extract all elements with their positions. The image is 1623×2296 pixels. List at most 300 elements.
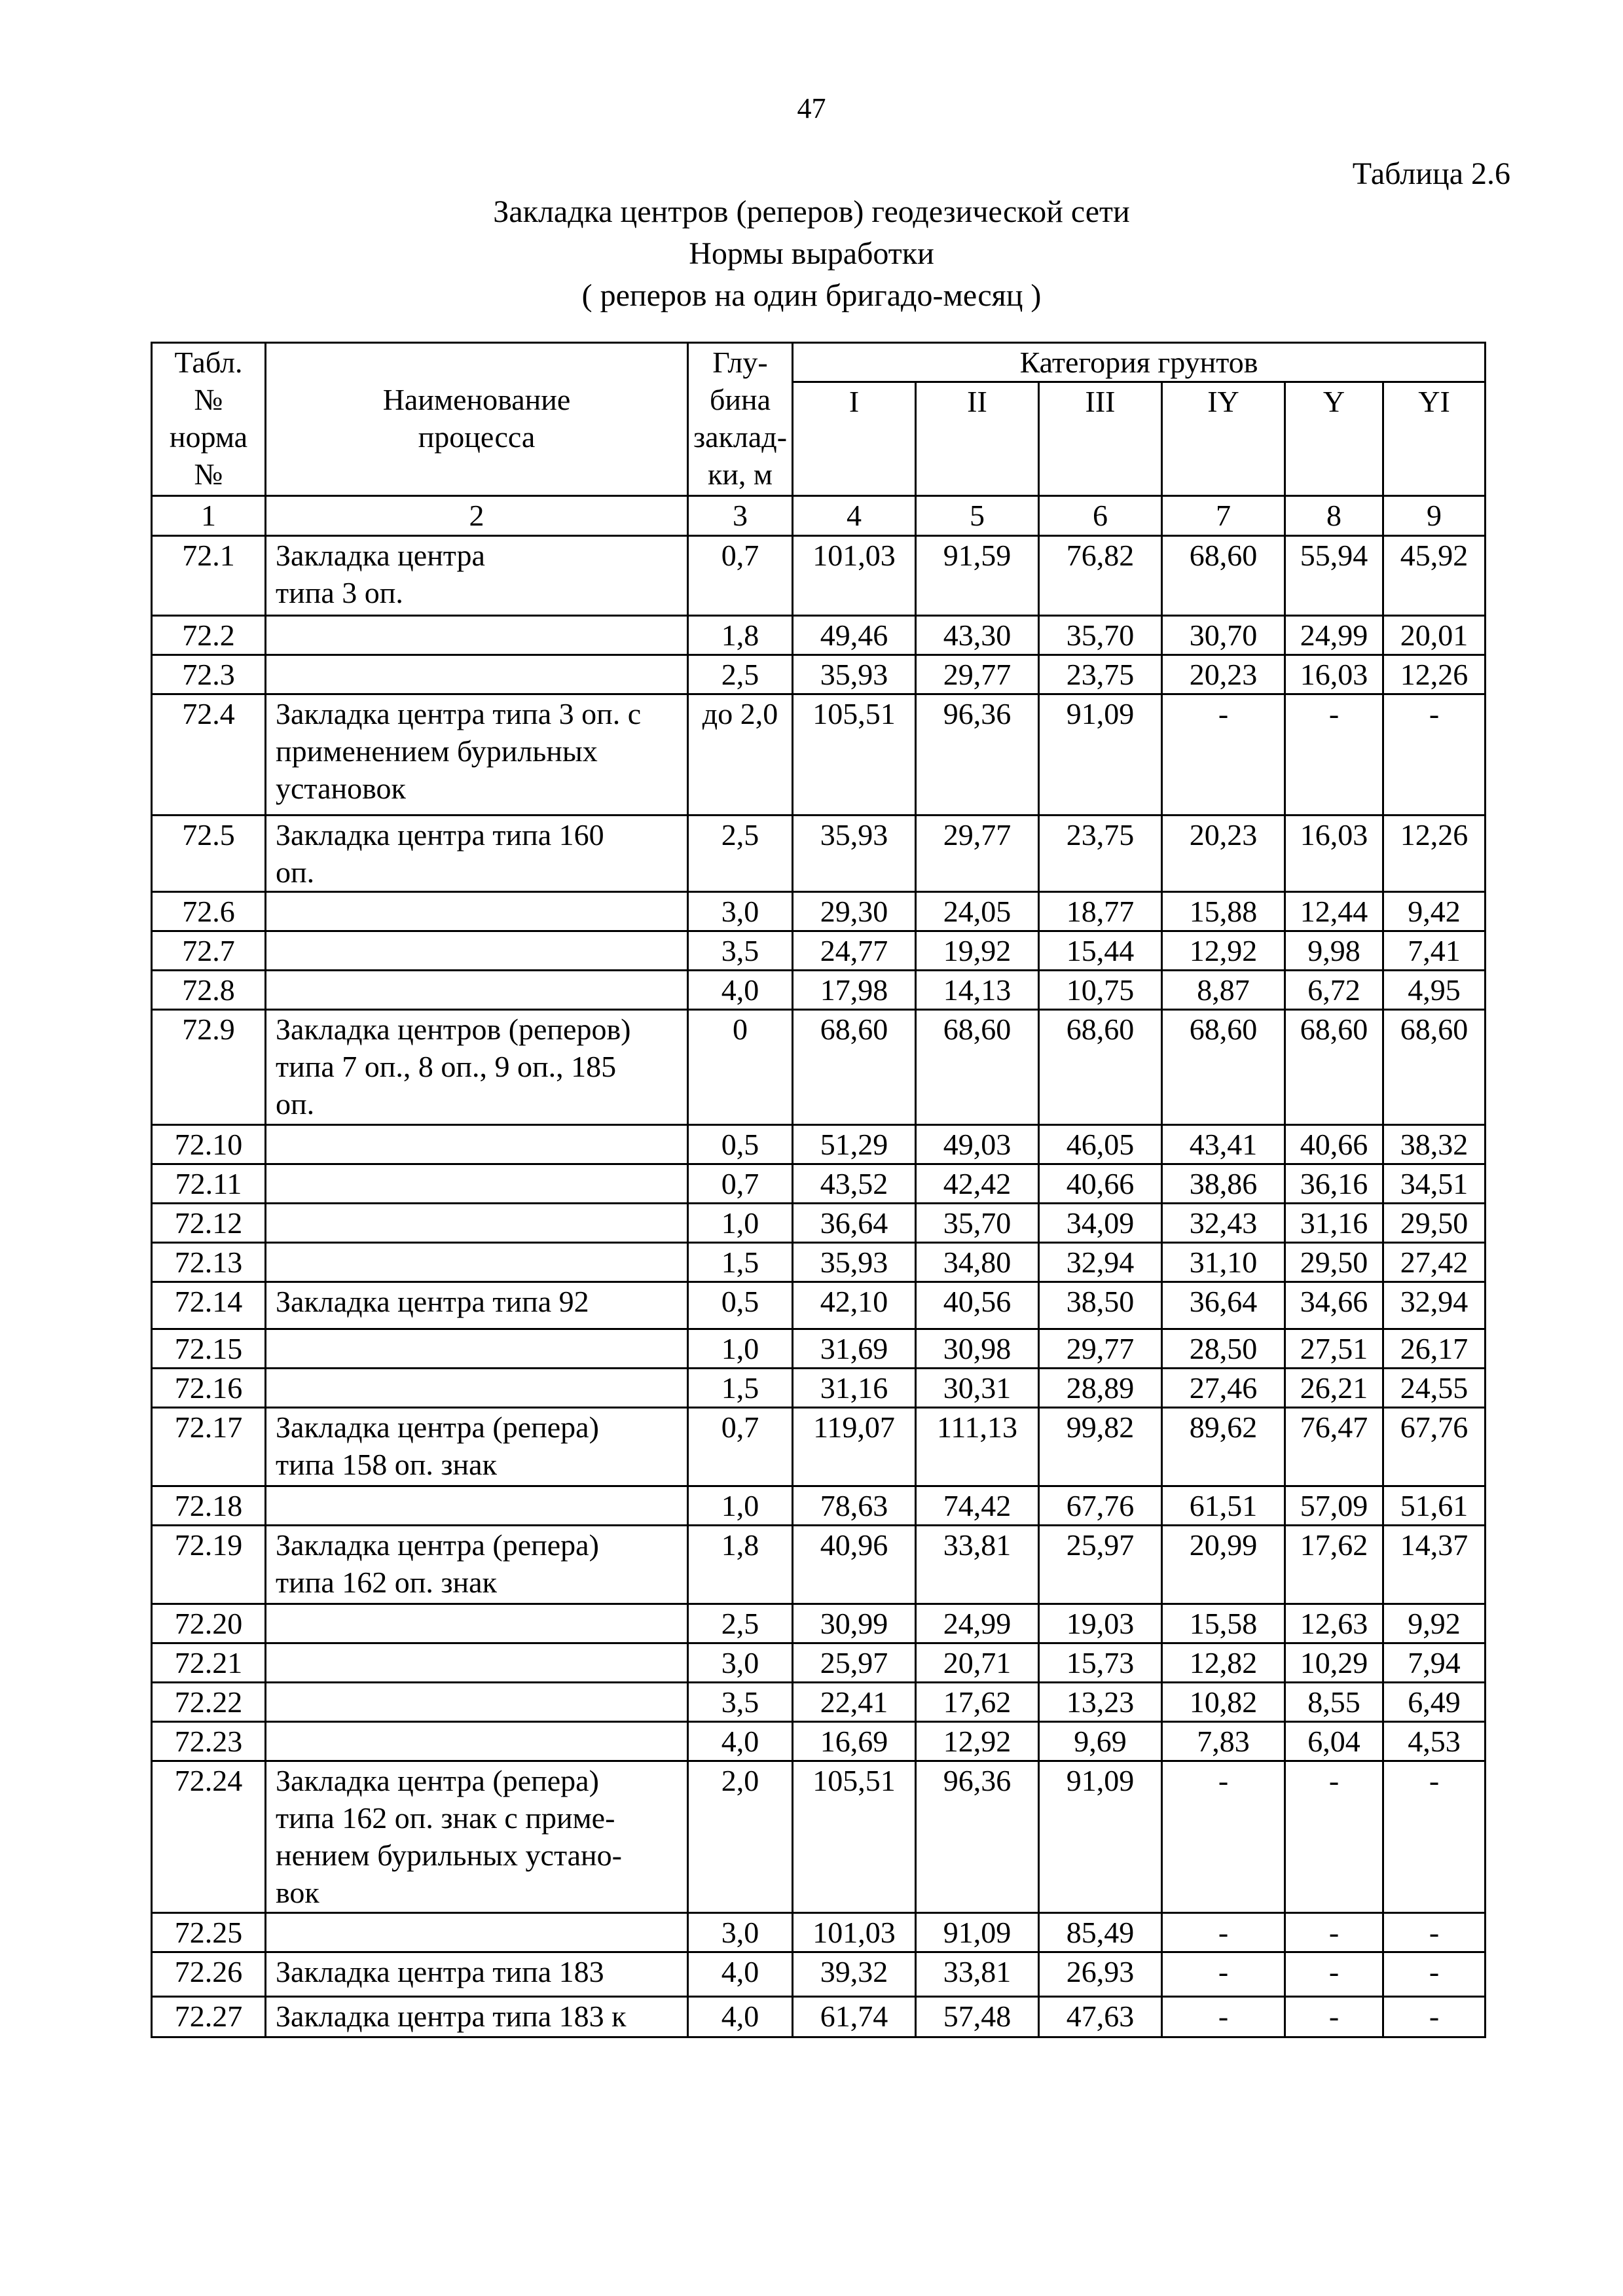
norm-number-cell: 72.10	[152, 1125, 266, 1164]
category-value-cell: 23,75	[1039, 816, 1162, 892]
process-name-cell	[266, 1761, 688, 1913]
norm-number-cell: 72.1	[152, 536, 266, 616]
category-value-cell: 26,17	[1383, 1329, 1486, 1369]
category-value-cell: 111,13	[916, 1408, 1039, 1486]
header-norm-line: Табл.	[174, 346, 243, 379]
column-number-cell: 1	[152, 496, 266, 536]
norm-number-cell: 72.20	[152, 1604, 266, 1643]
category-value-cell: 57,09	[1285, 1486, 1383, 1526]
depth-cell: 2,5	[688, 1604, 793, 1643]
category-value-cell: 10,29	[1285, 1643, 1383, 1683]
process-name-cell	[266, 816, 688, 892]
table-row	[152, 655, 1486, 694]
process-name-cell	[266, 694, 688, 816]
category-value-cell: 24,05	[916, 892, 1039, 931]
category-value-cell: 30,98	[916, 1329, 1039, 1369]
category-value-cell: 101,03	[793, 536, 916, 616]
category-value-cell: 35,93	[793, 655, 916, 694]
norm-number-cell: 72.15	[152, 1329, 266, 1369]
depth-cell: 0,5	[688, 1282, 793, 1329]
category-value-cell: 61,51	[1162, 1486, 1285, 1526]
table-row	[152, 971, 1486, 1010]
category-value-cell: 68,60	[1039, 1010, 1162, 1125]
category-cell: YI	[1383, 382, 1486, 496]
category-value-cell: 17,98	[793, 971, 916, 1010]
table-body	[152, 536, 1486, 2037]
process-name-line: Закладка центров (реперов)	[276, 1013, 631, 1046]
process-name-line: Закладка центра типа 3 оп. с	[276, 697, 642, 730]
process-name-line: типа 162 оп. знак с приме-	[276, 1801, 615, 1835]
category-value-cell: 7,94	[1383, 1643, 1486, 1683]
category-value-cell: 29,50	[1383, 1204, 1486, 1243]
category-value-cell: 51,29	[793, 1125, 916, 1164]
category-value-cell: 31,69	[793, 1329, 916, 1369]
table-title	[0, 191, 1623, 317]
category-value-cell: 12,82	[1162, 1643, 1285, 1683]
category-value-cell: 10,75	[1039, 971, 1162, 1010]
depth-cell: 0,7	[688, 536, 793, 616]
column-number-cell: 9	[1383, 496, 1486, 536]
process-name-cell	[266, 931, 688, 971]
category-value-cell: 29,30	[793, 892, 916, 931]
page-number: 47	[797, 92, 826, 124]
process-name-line: установок	[276, 772, 406, 805]
category-value-cell: 68,60	[1162, 1010, 1285, 1125]
table-row	[152, 536, 1486, 616]
process-name-cell	[266, 1997, 688, 2037]
category-value-cell: 4,95	[1383, 971, 1486, 1010]
depth-cell: 1,0	[688, 1486, 793, 1526]
category-value-cell: 23,75	[1039, 655, 1162, 694]
category-value-cell: 12,63	[1285, 1604, 1383, 1643]
category-value-cell: 16,69	[793, 1722, 916, 1761]
category-value-cell: 8,87	[1162, 971, 1285, 1010]
category-cell: Y	[1285, 382, 1383, 496]
category-value-cell: 30,99	[793, 1604, 916, 1643]
category-value-cell: 45,92	[1383, 536, 1486, 616]
depth-cell: 4,0	[688, 1952, 793, 1997]
norm-number-cell: 72.9	[152, 1010, 266, 1125]
category-value-cell: -	[1162, 1761, 1285, 1913]
process-name-line: Закладка центра типа 183	[276, 1955, 604, 1988]
process-name-line: Закладка центра типа 92	[276, 1285, 589, 1318]
category-value-cell: 68,60	[916, 1010, 1039, 1125]
column-number-cell: 6	[1039, 496, 1162, 536]
process-name-line: Закладка центра (репера)	[276, 1764, 599, 1797]
category-value-cell: -	[1285, 1997, 1383, 2037]
category-value-cell: 20,01	[1383, 616, 1486, 655]
process-name-cell	[266, 1164, 688, 1204]
title-line: ( реперов на один бригадо-месяц )	[581, 278, 1042, 313]
category-value-cell: 17,62	[916, 1683, 1039, 1722]
category-value-cell: -	[1383, 1952, 1486, 1997]
column-number-cell: 5	[916, 496, 1039, 536]
category-value-cell: 9,92	[1383, 1604, 1486, 1643]
category-value-cell: 91,09	[1039, 694, 1162, 816]
depth-cell: 3,0	[688, 1913, 793, 1952]
category-value-cell: 15,58	[1162, 1604, 1285, 1643]
category-value-cell: 20,99	[1162, 1526, 1285, 1604]
category-value-cell: 35,93	[793, 1243, 916, 1282]
category-value-cell: 29,50	[1285, 1243, 1383, 1282]
depth-cell: 3,5	[688, 1683, 793, 1722]
category-value-cell: 12,26	[1383, 655, 1486, 694]
norm-number-cell: 72.19	[152, 1526, 266, 1604]
norm-number-cell: 72.24	[152, 1761, 266, 1913]
process-name-line: типа 3 оп.	[276, 576, 403, 609]
category-value-cell: 28,89	[1039, 1369, 1162, 1408]
depth-cell: 2,5	[688, 655, 793, 694]
depth-cell: 1,5	[688, 1243, 793, 1282]
category-value-cell: 13,23	[1039, 1683, 1162, 1722]
category-value-cell: 31,10	[1162, 1243, 1285, 1282]
category-value-cell: 40,66	[1039, 1164, 1162, 1204]
category-value-cell: 27,42	[1383, 1243, 1486, 1282]
process-name-line: оп.	[276, 855, 315, 889]
category-value-cell: 40,56	[916, 1282, 1039, 1329]
table-row	[152, 1761, 1486, 1913]
category-value-cell: 36,16	[1285, 1164, 1383, 1204]
category-value-cell: 119,07	[793, 1408, 916, 1486]
depth-cell: 0,7	[688, 1164, 793, 1204]
process-name-line: типа 162 оп. знак	[276, 1566, 497, 1599]
depth-cell: 4,0	[688, 1997, 793, 2037]
category-value-cell: 42,42	[916, 1164, 1039, 1204]
category-value-cell: 68,60	[1383, 1010, 1486, 1125]
category-value-cell: 35,70	[1039, 616, 1162, 655]
process-name-cell	[266, 616, 688, 655]
process-name-line: Закладка центра (репера)	[276, 1410, 599, 1444]
process-name-cell	[266, 1604, 688, 1643]
depth-cell: 2,5	[688, 816, 793, 892]
category-value-cell: 18,77	[1039, 892, 1162, 931]
category-value-cell: 12,26	[1383, 816, 1486, 892]
category-value-cell: 36,64	[1162, 1282, 1285, 1329]
process-name-cell	[266, 655, 688, 694]
category-cell: I	[793, 382, 916, 496]
category-value-cell: 12,92	[916, 1722, 1039, 1761]
category-value-cell: 20,71	[916, 1643, 1039, 1683]
category-value-cell: 28,50	[1162, 1329, 1285, 1369]
header-depth-line: бина	[709, 383, 771, 416]
category-value-cell: 51,61	[1383, 1486, 1486, 1526]
category-value-cell: 10,82	[1162, 1683, 1285, 1722]
category-value-cell: -	[1383, 694, 1486, 816]
table-label: Таблица 2.6	[1352, 156, 1510, 191]
category-value-cell: 105,51	[793, 1761, 916, 1913]
category-value-cell: 89,62	[1162, 1408, 1285, 1486]
norm-number-cell: 72.18	[152, 1486, 266, 1526]
category-value-cell: 27,51	[1285, 1329, 1383, 1369]
table-row	[152, 1913, 1486, 1952]
process-name-line: оп.	[276, 1087, 315, 1121]
category-value-cell: 34,09	[1039, 1204, 1162, 1243]
category-value-cell: 25,97	[1039, 1526, 1162, 1604]
category-value-cell: 101,03	[793, 1913, 916, 1952]
category-value-cell: 29,77	[1039, 1329, 1162, 1369]
table-row	[152, 1683, 1486, 1722]
category-value-cell: 34,80	[916, 1243, 1039, 1282]
norm-number-cell: 72.23	[152, 1722, 266, 1761]
category-value-cell: -	[1162, 1913, 1285, 1952]
norm-number-cell: 72.8	[152, 971, 266, 1010]
category-value-cell: 67,76	[1383, 1408, 1486, 1486]
category-value-cell: 15,88	[1162, 892, 1285, 931]
depth-cell: 3,0	[688, 1643, 793, 1683]
category-value-cell: 68,60	[1162, 536, 1285, 616]
category-value-cell: 27,46	[1162, 1369, 1285, 1408]
process-name-cell	[266, 1486, 688, 1526]
category-value-cell: 33,81	[916, 1952, 1039, 1997]
process-name-cell	[266, 1526, 688, 1604]
category-value-cell: 4,53	[1383, 1722, 1486, 1761]
header-depth-line: заклад-	[693, 420, 788, 454]
category-value-cell: 22,41	[793, 1683, 916, 1722]
category-value-cell: -	[1162, 1952, 1285, 1997]
table-row	[152, 1010, 1486, 1125]
process-name-cell	[266, 1952, 688, 1997]
process-name-cell	[266, 1243, 688, 1282]
header-depth-line: ки, м	[707, 457, 773, 491]
table-row	[152, 1329, 1486, 1369]
category-value-cell: 68,60	[1285, 1010, 1383, 1125]
header-name-line: процесса	[418, 420, 536, 454]
depth-cell: 1,8	[688, 616, 793, 655]
header-depth-line: Глу-	[712, 346, 768, 379]
category-value-cell: 9,69	[1039, 1722, 1162, 1761]
header-norm-line: №	[194, 457, 223, 491]
depth-cell: 1,8	[688, 1526, 793, 1604]
category-value-cell: 31,16	[1285, 1204, 1383, 1243]
category-value-cell: 91,09	[1039, 1761, 1162, 1913]
title-line: Нормы выработки	[689, 236, 934, 271]
norm-number-cell: 72.4	[152, 694, 266, 816]
table-row	[152, 1997, 1486, 2037]
process-name-cell	[266, 536, 688, 616]
category-value-cell: 14,13	[916, 971, 1039, 1010]
process-name-cell	[266, 1204, 688, 1243]
category-value-cell: 91,59	[916, 536, 1039, 616]
category-value-cell: 61,74	[793, 1997, 916, 2037]
category-value-cell: 47,63	[1039, 1997, 1162, 2037]
category-value-cell: 76,82	[1039, 536, 1162, 616]
category-value-cell: 24,99	[1285, 616, 1383, 655]
category-value-cell: 105,51	[793, 694, 916, 816]
header-depth-cell	[688, 343, 793, 496]
category-value-cell: 32,94	[1039, 1243, 1162, 1282]
table-row	[152, 694, 1486, 816]
category-value-cell: 8,55	[1285, 1683, 1383, 1722]
depth-cell: 3,5	[688, 931, 793, 971]
norm-number-cell: 72.26	[152, 1952, 266, 1997]
category-value-cell: 31,16	[793, 1369, 916, 1408]
category-value-cell: 99,82	[1039, 1408, 1162, 1486]
category-value-cell: 33,81	[916, 1526, 1039, 1604]
norm-number-cell: 72.2	[152, 616, 266, 655]
category-value-cell: 6,49	[1383, 1683, 1486, 1722]
category-value-cell: 96,36	[916, 694, 1039, 816]
category-value-cell: -	[1383, 1997, 1486, 2037]
category-value-cell: 12,92	[1162, 931, 1285, 971]
norm-number-cell: 72.14	[152, 1282, 266, 1329]
norm-number-cell: 72.7	[152, 931, 266, 971]
category-value-cell: 96,36	[916, 1761, 1039, 1913]
header-norm-line: №	[194, 383, 223, 416]
category-value-cell: 38,32	[1383, 1125, 1486, 1164]
category-value-cell: 6,04	[1285, 1722, 1383, 1761]
depth-cell: 4,0	[688, 971, 793, 1010]
table-row	[152, 1486, 1486, 1526]
category-value-cell: 91,09	[916, 1913, 1039, 1952]
header-name-line: Наименование	[382, 383, 571, 416]
norm-number-cell: 72.3	[152, 655, 266, 694]
category-value-cell: 20,23	[1162, 816, 1285, 892]
process-name-cell	[266, 892, 688, 931]
title-line: Закладка центров (реперов) геодезической сети	[493, 194, 1130, 229]
process-name-cell	[266, 1913, 688, 1952]
process-name-cell	[266, 1643, 688, 1683]
category-value-cell: 16,03	[1285, 655, 1383, 694]
category-value-cell: 43,52	[793, 1164, 916, 1204]
category-value-cell: 55,94	[1285, 536, 1383, 616]
depth-cell: 1,5	[688, 1369, 793, 1408]
category-cell: II	[916, 382, 1039, 496]
category-value-cell: 26,93	[1039, 1952, 1162, 1997]
category-value-cell: 19,92	[916, 931, 1039, 971]
process-name-cell	[266, 1722, 688, 1761]
process-name-line: типа 158 оп. знак	[276, 1448, 497, 1481]
table-row	[152, 1243, 1486, 1282]
category-value-cell: 43,30	[916, 616, 1039, 655]
column-number-cell: 2	[266, 496, 688, 536]
category-value-cell: 24,99	[916, 1604, 1039, 1643]
category-value-cell: 19,03	[1039, 1604, 1162, 1643]
category-value-cell: 29,77	[916, 816, 1039, 892]
norms-table	[151, 342, 1486, 2038]
category-value-cell: 6,72	[1285, 971, 1383, 1010]
category-value-cell: 9,98	[1285, 931, 1383, 971]
table-row	[152, 1282, 1486, 1329]
category-value-cell: 40,66	[1285, 1125, 1383, 1164]
norm-number-cell: 72.16	[152, 1369, 266, 1408]
category-value-cell: 25,97	[793, 1643, 916, 1683]
category-value-cell: 57,48	[916, 1997, 1039, 2037]
table-row	[152, 1604, 1486, 1643]
column-number-cell: 3	[688, 496, 793, 536]
norm-number-cell: 72.13	[152, 1243, 266, 1282]
category-value-cell: 35,70	[916, 1204, 1039, 1243]
process-name-cell	[266, 1010, 688, 1125]
category-value-cell: 34,66	[1285, 1282, 1383, 1329]
category-value-cell: 42,10	[793, 1282, 916, 1329]
category-cell: IY	[1162, 382, 1285, 496]
table-row	[152, 816, 1486, 892]
header-norm-cell	[152, 343, 266, 496]
process-name-line: Закладка центра (репера)	[276, 1528, 599, 1562]
category-value-cell: 16,03	[1285, 816, 1383, 892]
category-value-cell: 35,93	[793, 816, 916, 892]
category-value-cell: 24,55	[1383, 1369, 1486, 1408]
category-value-cell: 26,21	[1285, 1369, 1383, 1408]
table-row	[152, 931, 1486, 971]
category-value-cell: 67,76	[1039, 1486, 1162, 1526]
category-value-cell: 78,63	[793, 1486, 916, 1526]
category-value-cell: -	[1285, 1761, 1383, 1913]
category-value-cell: 15,73	[1039, 1643, 1162, 1683]
table-row	[152, 616, 1486, 655]
category-value-cell: 15,44	[1039, 931, 1162, 971]
norm-number-cell: 72.21	[152, 1643, 266, 1683]
category-value-cell: 12,44	[1285, 892, 1383, 931]
process-name-cell	[266, 1408, 688, 1486]
category-value-cell: 7,83	[1162, 1722, 1285, 1761]
norm-number-cell: 72.17	[152, 1408, 266, 1486]
table-row	[152, 1952, 1486, 1997]
header-name-cell	[266, 343, 688, 496]
column-number-cell: 8	[1285, 496, 1383, 536]
table-row	[152, 892, 1486, 931]
header-category-cell: Категория грунтов	[793, 343, 1486, 382]
depth-cell: 4,0	[688, 1722, 793, 1761]
category-value-cell: -	[1285, 1952, 1383, 1997]
category-value-cell: 38,86	[1162, 1164, 1285, 1204]
process-name-line: Закладка центра типа 160	[276, 818, 604, 852]
category-value-cell: 85,49	[1039, 1913, 1162, 1952]
process-name-cell	[266, 971, 688, 1010]
process-name-line: типа 7 оп., 8 оп., 9 оп., 185	[276, 1050, 617, 1083]
process-name-cell	[266, 1282, 688, 1329]
category-value-cell: 76,47	[1285, 1408, 1383, 1486]
depth-cell: до 2,0	[688, 694, 793, 816]
table-row	[152, 1722, 1486, 1761]
category-value-cell: 29,77	[916, 655, 1039, 694]
process-name-line: нением бурильных устано-	[276, 1839, 622, 1872]
category-value-cell: 38,50	[1039, 1282, 1162, 1329]
process-name-cell	[266, 1683, 688, 1722]
category-value-cell: -	[1383, 1913, 1486, 1952]
category-value-cell: 30,70	[1162, 616, 1285, 655]
depth-cell: 0,7	[688, 1408, 793, 1486]
category-value-cell: 40,96	[793, 1526, 916, 1604]
category-value-cell: 14,37	[1383, 1526, 1486, 1604]
category-value-cell: 36,64	[793, 1204, 916, 1243]
norm-number-cell: 72.5	[152, 816, 266, 892]
category-value-cell: 43,41	[1162, 1125, 1285, 1164]
column-number-row	[152, 496, 1486, 536]
table-row	[152, 1204, 1486, 1243]
category-value-cell: 24,77	[793, 931, 916, 971]
category-value-cell: 68,60	[793, 1010, 916, 1125]
category-value-cell: -	[1285, 694, 1383, 816]
header-row	[152, 343, 1486, 382]
norm-number-cell: 72.11	[152, 1164, 266, 1204]
category-value-cell: 46,05	[1039, 1125, 1162, 1164]
depth-cell: 2,0	[688, 1761, 793, 1913]
category-value-cell: -	[1162, 694, 1285, 816]
table-row	[152, 1369, 1486, 1408]
process-name-cell	[266, 1329, 688, 1369]
category-value-cell: -	[1383, 1761, 1486, 1913]
table-row	[152, 1125, 1486, 1164]
category-value-cell: 30,31	[916, 1369, 1039, 1408]
category-value-cell: -	[1162, 1997, 1285, 2037]
norm-number-cell: 72.6	[152, 892, 266, 931]
norm-number-cell: 72.22	[152, 1683, 266, 1722]
process-name-line: Закладка центра	[276, 539, 485, 572]
category-value-cell: 49,03	[916, 1125, 1039, 1164]
table-row	[152, 1643, 1486, 1683]
depth-cell: 0,5	[688, 1125, 793, 1164]
